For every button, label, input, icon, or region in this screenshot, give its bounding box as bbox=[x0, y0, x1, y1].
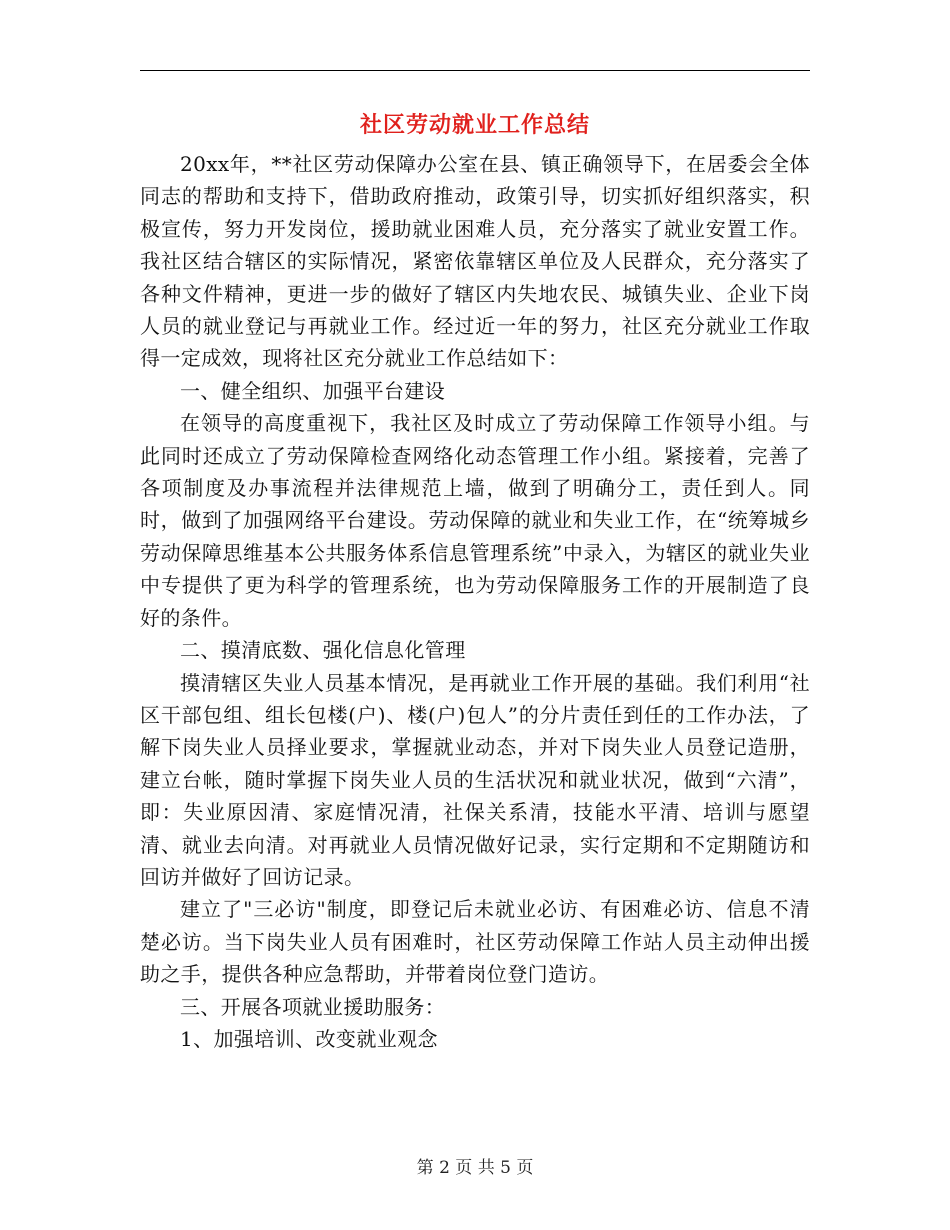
header-rule bbox=[140, 70, 810, 71]
section-heading-1: 一、健全组织、加强平台建设 bbox=[180, 378, 446, 403]
document-title: 社区劳动就业工作总结 bbox=[359, 112, 590, 138]
page-footer: 第 2 页 共 5 页 bbox=[416, 1158, 534, 1178]
section-2-paragraph-1: 摸清辖区失业人员基本情况，是再就业工作开展的基础。我们利用“社区干部包组、组长包楼(户)、楼(户)包人”的分片责任到任的工作办法，了解下岗失业人员择业要求，掌握就业动态，并对下岗失业人员登记造册，建立台帐，随时掌握下岗失业人员的生活状况和就业状况，做到“六清”，即：失业原因清、家庭情况清，社保关系清，技能水平清、培训与愿望清、就业去向清。对再就业人员情况做好记录，实行定期和不定期随访和回访并做好了回访记录。 bbox=[140, 670, 810, 889]
intro-paragraph: 20xx年，**社区劳动保障办公室在县、镇正确领导下，在居委会全体同志的帮助和支持下，借助政府推动，政策引导，切实抓好组织落实，积极宣传，努力开发岗位，援助就业困难人员，充分落实了就业安置工作。我社区结合辖区的实际情况，紧密依靠辖区单位及人民群众，充分落实了各种文件精神，更进一步的做好了辖区内失地农民、城镇失业、企业下岗人员的就业登记与再就业工作。经过近一年的努力，社区充分就业工作取得一定成效，现将社区充分就业工作总结如下： bbox=[140, 152, 810, 371]
section-1-paragraph: 在领导的高度重视下，我社区及时成立了劳动保障工作领导小组。与此同时还成立了劳动保障检查网络化动态管理工作小组。紧接着，完善了各项制度及办事流程并法律规范上墙，做到了明确分工，责任到人。同时，做到了加强网络平台建设。劳动保障的就业和失业工作，在“统筹城乡劳动保障思维基本公共服务体系信息管理系统”中录入，为辖区的就业失业中专提供了更为科学的管理系统，也为劳动保障服务工作的开展制造了良好的条件。 bbox=[140, 411, 810, 630]
section-heading-3: 三、开展各项就业援助服务： bbox=[180, 994, 446, 1019]
subsection-heading-3-1: 1、加强培训、改变就业观念 bbox=[180, 1026, 438, 1051]
document-body bbox=[140, 148, 810, 1055]
section-heading-2: 二、摸清底数、强化信息化管理 bbox=[180, 638, 466, 663]
section-2-paragraph-2: 建立了"三必访"制度，即登记后未就业必访、有困难必访、信息不清楚必访。当下岗失业人员有困难时，社区劳动保障工作站人员主动伸出援助之手，提供各种应急帮助，并带着岗位登门造访。 bbox=[140, 897, 810, 987]
